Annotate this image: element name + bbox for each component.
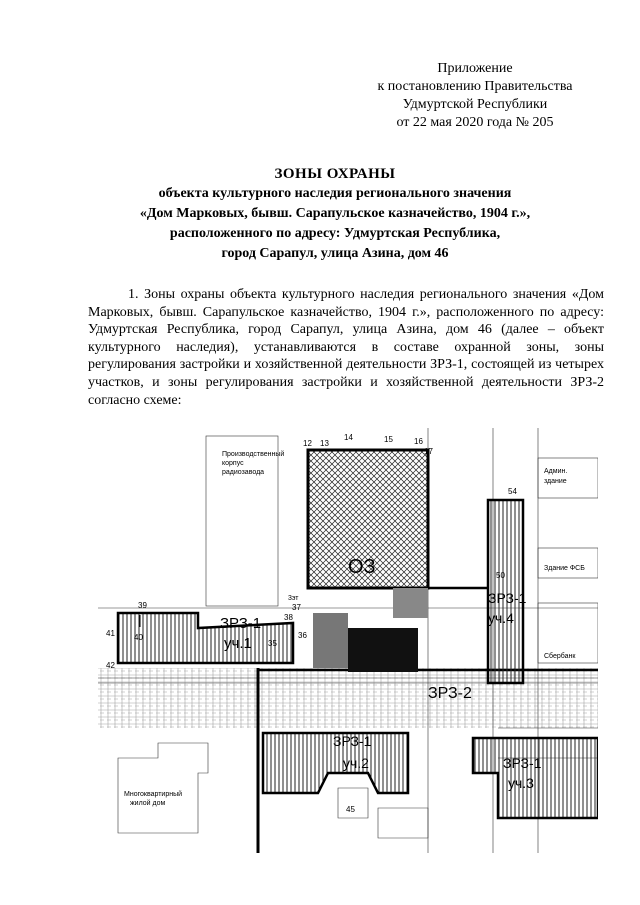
uch3-label: уч.3: [508, 775, 534, 791]
point-16: 16: [414, 437, 423, 446]
paragraph-text: 1. Зоны охраны объекта культурного наследия регионального значения «Дом Марковых, бывш. Сарапульское казначейство, 1904 г.», расположенного по адресу: Удмуртская Республика, город Сарапул, улица Азина, дом 46 (далее – объект культурного наследия), устанавливаются в составе охранной зоны, зоны регулирования застройки и хозяйственной деятельности ЗРЗ-1, состоящей из четырех участков, и зоны регулирования застройки и хозяйственной деятельности ЗРЗ-2 согласно схеме:: [88, 287, 604, 408]
appendix-line-3: Удмуртской Республики: [402, 97, 548, 112]
point-12: 12: [303, 439, 312, 448]
apartment-label-1: Многоквартирный: [124, 791, 183, 798]
zrz2-label: ЗРЗ-2: [428, 685, 472, 702]
point-41: 41: [106, 629, 115, 638]
uch4-label: уч.4: [488, 610, 514, 626]
admin-label-1: Админ.: [544, 468, 568, 475]
appendix-line-1: Приложение: [437, 61, 513, 76]
floors-label: 3эт: [288, 595, 299, 602]
uch1-label: уч.1: [224, 635, 252, 652]
title-line-2: «Дом Марковых, бывш. Сарапульское казначейство, 1904 г.»,: [139, 206, 531, 221]
point-38: 38: [284, 613, 293, 622]
oz-gray-block: [313, 613, 348, 668]
title-line-1: объекта культурного наследия регионального значения: [158, 186, 512, 201]
document-title: [80, 164, 590, 264]
admin-label-2: здание: [544, 478, 567, 485]
building-label-2: корпус: [222, 460, 244, 467]
appendix-line-2: к постановлению Правительства: [377, 79, 573, 94]
body-paragraph: [88, 286, 604, 409]
zrz1-bottom-label: ЗРЗ-1: [333, 733, 372, 749]
oz-label: ОЗ: [348, 556, 376, 578]
building-label-3: радиозавода: [222, 469, 265, 476]
title-line-4: город Сарапул, улица Азина, дом 46: [221, 246, 449, 261]
point-42: 42: [106, 661, 115, 670]
appendix-block: [360, 60, 590, 132]
building-label-1: Производственный: [222, 451, 285, 458]
bank-label: Сбербанк: [544, 653, 576, 660]
protection-zones-map: [98, 428, 598, 853]
point-39: 39: [138, 601, 147, 610]
point-17: 17: [424, 447, 433, 456]
zrz1-uch3-zone: [473, 738, 598, 818]
uch2-label: уч.2: [343, 755, 369, 771]
point-15: 15: [384, 435, 393, 444]
fsb-label: Здание ФСБ: [544, 565, 585, 572]
zrz1-left-label: ЗРЗ-1: [220, 615, 262, 632]
apartment-building: [118, 743, 208, 833]
point-36: 36: [298, 631, 307, 640]
point-37: 37: [292, 603, 301, 612]
point-45: 45: [346, 805, 355, 814]
point-40: 40: [134, 633, 143, 642]
point-50: 50: [496, 571, 505, 580]
zrz1-uch1-zone: [118, 613, 293, 663]
heritage-object: [348, 628, 418, 672]
appendix-line-4: от 22 мая 2020 года № 205: [396, 115, 554, 130]
point-54: 54: [508, 487, 517, 496]
zrz1-br-label: ЗРЗ-1: [503, 755, 542, 771]
apartment-label-2: жилой дом: [130, 800, 166, 807]
point-35: 35: [268, 639, 277, 648]
point-13: 13: [320, 439, 329, 448]
title-main: ЗОНЫ ОХРАНЫ: [274, 166, 396, 182]
zrz1-right-label: ЗРЗ-1: [488, 590, 527, 606]
point-14: 14: [344, 433, 353, 442]
title-line-3: расположенного по адресу: Удмуртская Республика,: [169, 226, 501, 241]
